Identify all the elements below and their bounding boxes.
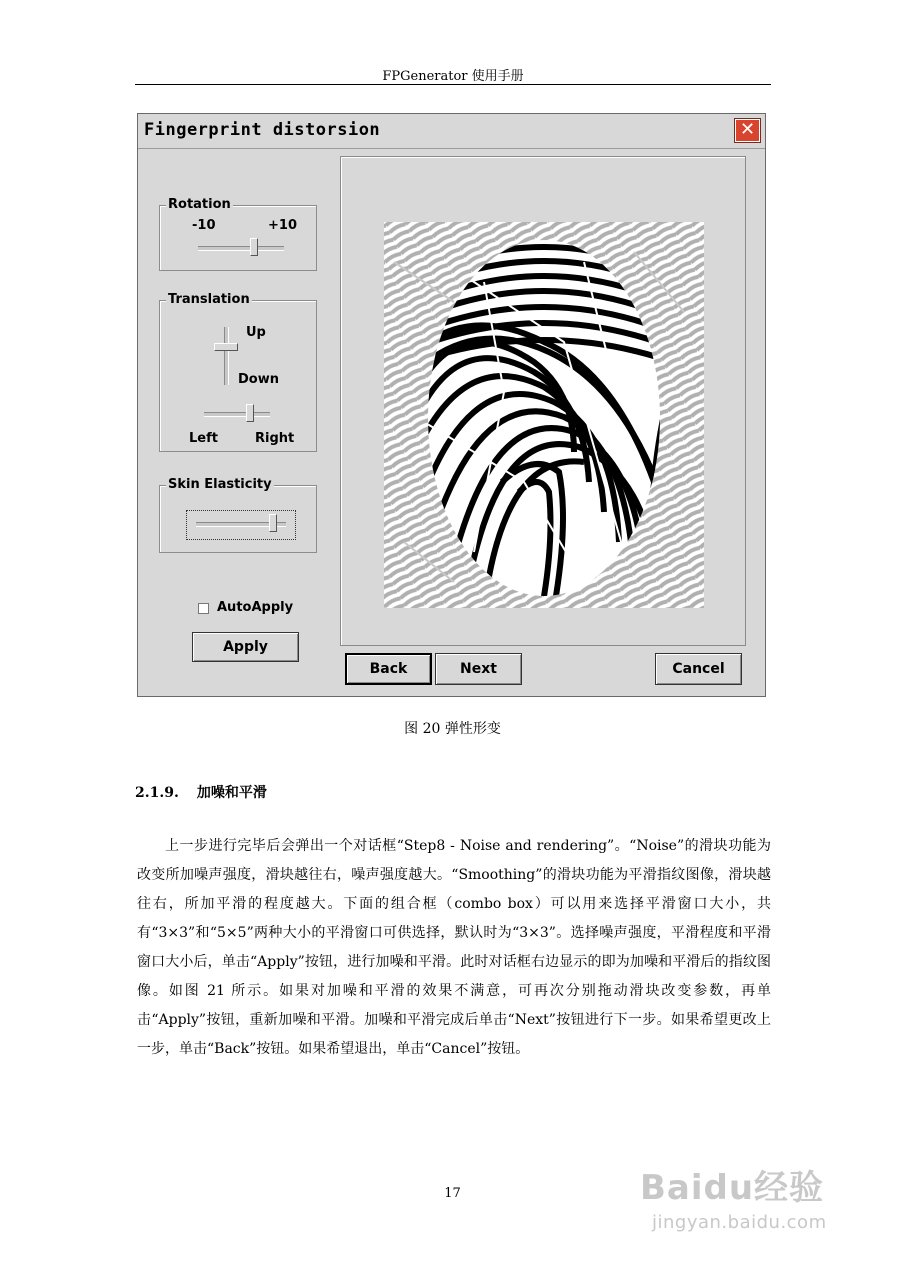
rotation-group xyxy=(159,197,317,271)
fingerprint-distortion-dialog xyxy=(137,113,766,697)
section-title: 加噪和平滑 xyxy=(196,785,267,801)
watermark-main: Baidu经验 xyxy=(640,1168,825,1208)
translation-horizontal-thumb[interactable] xyxy=(246,404,254,422)
skin-elasticity-label: Skin Elasticity xyxy=(168,477,272,492)
skin-elasticity-group xyxy=(159,477,317,553)
title-divider xyxy=(138,148,765,149)
skin-elasticity-slider-thumb[interactable] xyxy=(269,514,277,532)
translation-down-label: Down xyxy=(238,372,279,387)
header-rule xyxy=(135,84,771,85)
body-paragraph xyxy=(137,832,771,1064)
rotation-label: Rotation xyxy=(168,197,231,212)
back-button[interactable]: Back xyxy=(345,653,432,685)
translation-left-label: Left xyxy=(189,431,218,446)
baidu-watermark xyxy=(640,1150,850,1250)
translation-vertical-track[interactable] xyxy=(224,327,229,385)
translation-vertical-thumb[interactable] xyxy=(214,343,238,351)
figure-caption: 图 20 弹性形变 xyxy=(404,721,501,737)
dialog-title: Fingerprint distorsion xyxy=(144,120,381,140)
fingerprint-image xyxy=(384,222,704,608)
section-heading xyxy=(135,782,267,802)
translation-group xyxy=(159,292,317,452)
watermark-sub: jingyan.baidu.com xyxy=(652,1212,827,1233)
next-button[interactable]: Next xyxy=(435,653,522,685)
section-number: 2.1.9. xyxy=(135,785,179,801)
cancel-button[interactable]: Cancel xyxy=(655,653,742,685)
translation-label: Translation xyxy=(168,292,250,307)
page-header: FPGenerator 使用手册 xyxy=(382,69,524,84)
apply-button[interactable]: Apply xyxy=(192,632,299,662)
autoapply-checkbox[interactable] xyxy=(198,603,209,614)
rotation-slider-thumb[interactable] xyxy=(250,238,258,256)
translation-up-label: Up xyxy=(246,325,266,340)
rotation-min-label: -10 xyxy=(192,218,216,233)
translation-right-label: Right xyxy=(255,431,295,446)
page-number: 17 xyxy=(444,1186,461,1201)
rotation-slider-track[interactable] xyxy=(198,246,284,251)
rotation-max-label: +10 xyxy=(268,218,297,233)
fingerprint-icon xyxy=(384,222,704,608)
close-icon[interactable]: ✕ xyxy=(735,119,760,142)
translation-horizontal-track[interactable] xyxy=(204,412,270,417)
autoapply-label: AutoApply xyxy=(217,600,294,615)
body-text: 上一步进行完毕后会弹出一个对话框“Step8 - Noise and rendering”。“Noise”的滑块功能为改变所加噪声强度，滑块越往右，噪声强度越大。“Smoothing”的滑块功能为平滑指纹图像，滑块越往右，所加平滑的程度越大。下面的组合框（combo box）可以用来选择平滑窗口大小，共有“3×3”和“5×5”两种大小的平滑窗口可供选择，默认时为“3×3”。选择噪声强度，平滑程度和平滑窗口大小后，单击“Apply”按钮，进行加噪和平滑。此时对话框右边显示的即为加噪和平滑后的指纹图像。如图 21 所示。如果对加噪和平滑的效果不满意，可再次分别拖动滑块改变参数，再单击“Apply”按钮，重新加噪和平滑。加噪和平滑完成后单击“Next”按钮进行下一步。如果希望更改上一步，单击“Back”按钮。如果希望退出，单击“Cancel”按钮。 xyxy=(137,838,771,1057)
